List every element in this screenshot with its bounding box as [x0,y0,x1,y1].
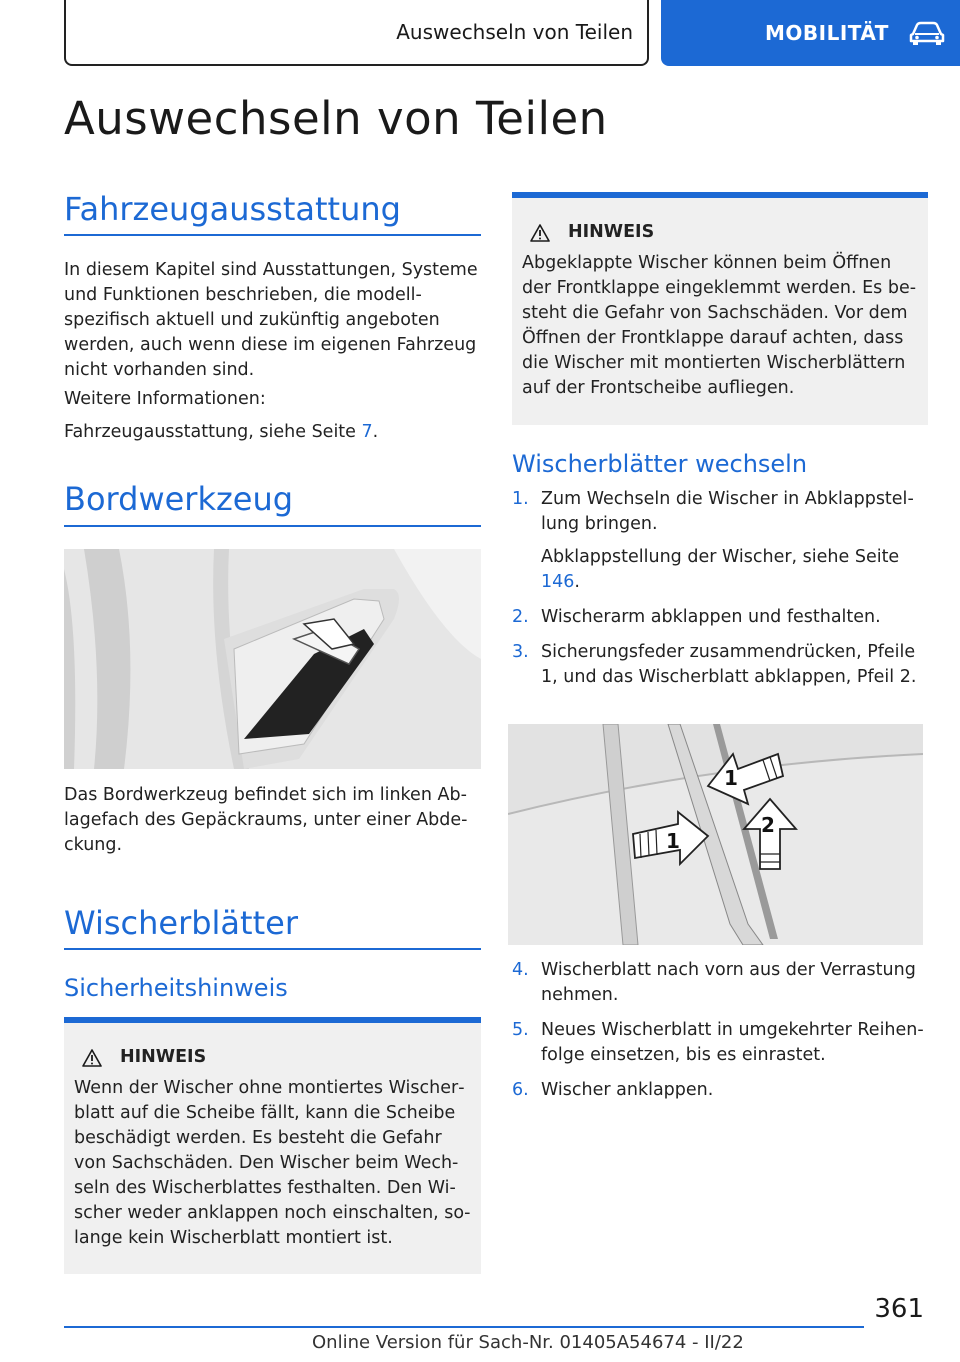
header-chapter-label: MOBILITÄT [765,21,889,45]
step-text: Wischer anklappen. [541,1080,714,1100]
warning-triangle-icon [530,224,550,242]
header-section-tab [64,0,649,66]
step-text: Wischerarm abklappen und festhalten. [541,607,881,627]
notice-text: Abgeklappte Wischer können beim Öffnen der Frontklappe eingeklemmt werden. Es besteht die Gefahr von Sachschäden. Vor dem Öffnen der Frontklappe darauf achten, dass die Wischer mit montierten Wischerblättern auf der Frontscheibe aufliegen. [522,253,917,398]
notice-label: HINWEIS [120,1047,207,1067]
steps-list-top [512,487,932,700]
luggage-compartment-photo [64,549,481,769]
step-number: 3. [512,642,529,662]
step-number: 4. [512,960,529,980]
wiper-blade-photo [508,724,923,945]
list-item [512,1018,932,1068]
notice-header [522,220,918,245]
footer-rule [64,1326,864,1328]
paragraph: In diesem Kapitel sind Ausstattungen, Systeme und Funktionen beschrieben, die modellspezifisch aktuell und zukünftig angeboten werden, auch wenn diese im eigenen Fahrzeug nicht vorhanden sind. [64,260,478,380]
car-icon [907,20,947,46]
header-chapter-tab [661,0,960,66]
reference-text: Abklappstellung der Wischer, siehe Seite [541,547,900,567]
section-title-fahrzeugausstattung: Fahrzeugausstattung [64,190,401,228]
steps-list-bottom [512,958,932,1113]
section-rule [64,234,481,236]
arrow-label-1: 1 [724,766,738,790]
step-number: 5. [512,1020,529,1040]
step-number: 1. [512,489,529,509]
paragraph: Weitere Informationen: [64,389,266,409]
step-text: Sicherungsfeder zusammendrücken, Pfeile 1, und das Wischerblatt abklappen, Pfeil 2. [541,642,917,687]
step-text: Zum Wechseln die Wischer in Abklappstellung bringen. [541,489,914,534]
warning-triangle-icon [82,1049,102,1067]
reference-end: . [372,422,379,442]
list-item [512,487,932,537]
list-item [512,1078,932,1103]
step-number: 2. [512,607,529,627]
page-number: 361 [874,1294,924,1324]
step-text: Neues Wischerblatt in umgekehrter Reihenfolge einsetzen, bis es einrastet. [541,1020,924,1065]
header-section-label: Auswechseln von Teilen [396,20,633,44]
list-item [512,958,932,1008]
list-item [512,640,932,690]
footer-text: Online Version für Sach-Nr. 01405A54674 - II/22 [312,1332,744,1353]
section-rule [64,525,481,527]
reference-end: . [574,572,580,592]
section-title-bordwerkzeug: Bordwerkzeug [64,480,294,518]
section-rule [64,948,481,950]
page-link-7[interactable]: 7 [361,422,373,442]
notice-box [64,1017,481,1274]
notice-label: HINWEIS [568,222,655,242]
step-sub-reference [541,545,932,595]
subsection-title-wischerblaetter-wechseln: Wischerblätter wechseln [512,450,808,478]
subsection-title-sicherheitshinweis: Sicherheitshinweis [64,974,288,1002]
notice-text: Wenn der Wischer ohne montiertes Wischerblatt auf die Scheibe fällt, kann die Scheibe beschädigt werden. Es besteht die Gefahr von Sachschäden. Den Wischer beim Wechseln des Wischerblattes festhalten. Den Wischer weder anklappen noch einschalten, solange kein Wischerblatt montiert ist. [74,1078,471,1248]
notice-box [512,192,928,425]
step-number: 6. [512,1080,529,1100]
notice-header [74,1045,471,1070]
arrow-label-1: 1 [666,829,680,853]
paragraph: Das Bordwerkzeug befindet sich im linken Ablagefach des Gepäckraums, unter einer Abdeckung. [64,785,468,855]
arrow-label-2: 2 [761,813,775,837]
section-title-wischerblaetter: Wischerblätter [64,904,298,942]
reference-text: Fahrzeugausstattung, siehe Seite [64,422,362,442]
page-link-146[interactable]: 146 [541,572,575,592]
step-text: Wischerblatt nach vorn aus der Verrastung nehmen. [541,960,916,1005]
paragraph-reference [64,420,481,445]
page-title: Auswechseln von Teilen [64,92,608,145]
list-item [512,605,932,630]
